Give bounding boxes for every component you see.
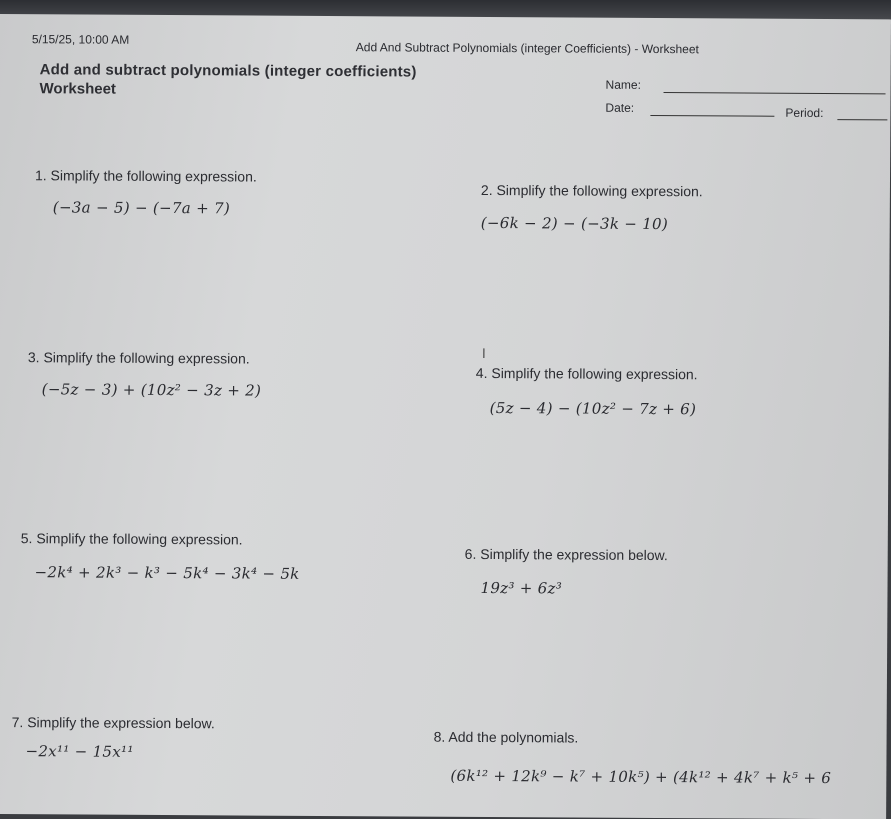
question-8-expression: (6k¹² + 12k⁹ − k⁷ + 10k⁵) + (4k¹² + 4k⁷ + k⁵ + 6 — [450, 766, 832, 788]
question-3-label: 3. Simplify the following expression. — [27, 349, 250, 367]
question-7-expression: −2x¹¹ − 15x¹¹ — [25, 742, 134, 761]
page-subtitle: Worksheet — [39, 80, 117, 98]
question-1-label: 1. Simplify the following expression. — [34, 167, 257, 185]
question-4-expression: (5z − 4) − (10z² − 7z + 6) — [489, 398, 697, 419]
question-5-expression: −2k⁴ + 2k³ − k³ − 5k⁴ − 3k⁴ − 5k — [34, 563, 300, 583]
question-7-label: 7. Simplify the expression below. — [11, 714, 215, 732]
worksheet-paper — [0, 14, 891, 819]
page-title: Add and subtract polynomials (integer coefficients) — [39, 61, 417, 81]
period-line — [837, 119, 887, 120]
question-5-label: 5. Simplify the following expression. — [20, 530, 243, 548]
question-6-expression: 19z³ + 6z³ — [480, 578, 563, 598]
question-2-expression: (−6k − 2) − (−3k − 10) — [480, 213, 669, 234]
question-4-label: 4. Simplify the following expression. — [475, 364, 698, 383]
name-line — [664, 92, 886, 94]
question-8-label: 8. Add the polynomials. — [433, 728, 579, 746]
question-6-label: 6. Simplify the expression below. — [464, 545, 668, 564]
question-3-expression: (−5z − 3) + (10z² − 3z + 2) — [41, 380, 262, 400]
print-doc-title: Add And Subtract Polynomials (integer Coefficients) - Worksheet — [355, 40, 699, 57]
question-2-label: 2. Simplify the following expression. — [480, 181, 703, 200]
print-datetime: 5/15/25, 10:00 AM — [31, 32, 130, 47]
date-label: Date: — [605, 100, 635, 115]
text-cursor-icon: I — [481, 344, 486, 361]
name-label: Name: — [605, 77, 641, 92]
date-line — [650, 115, 774, 117]
question-1-expression: (−3a − 5) − (−7a + 7) — [52, 198, 231, 218]
period-label: Period: — [785, 105, 824, 121]
